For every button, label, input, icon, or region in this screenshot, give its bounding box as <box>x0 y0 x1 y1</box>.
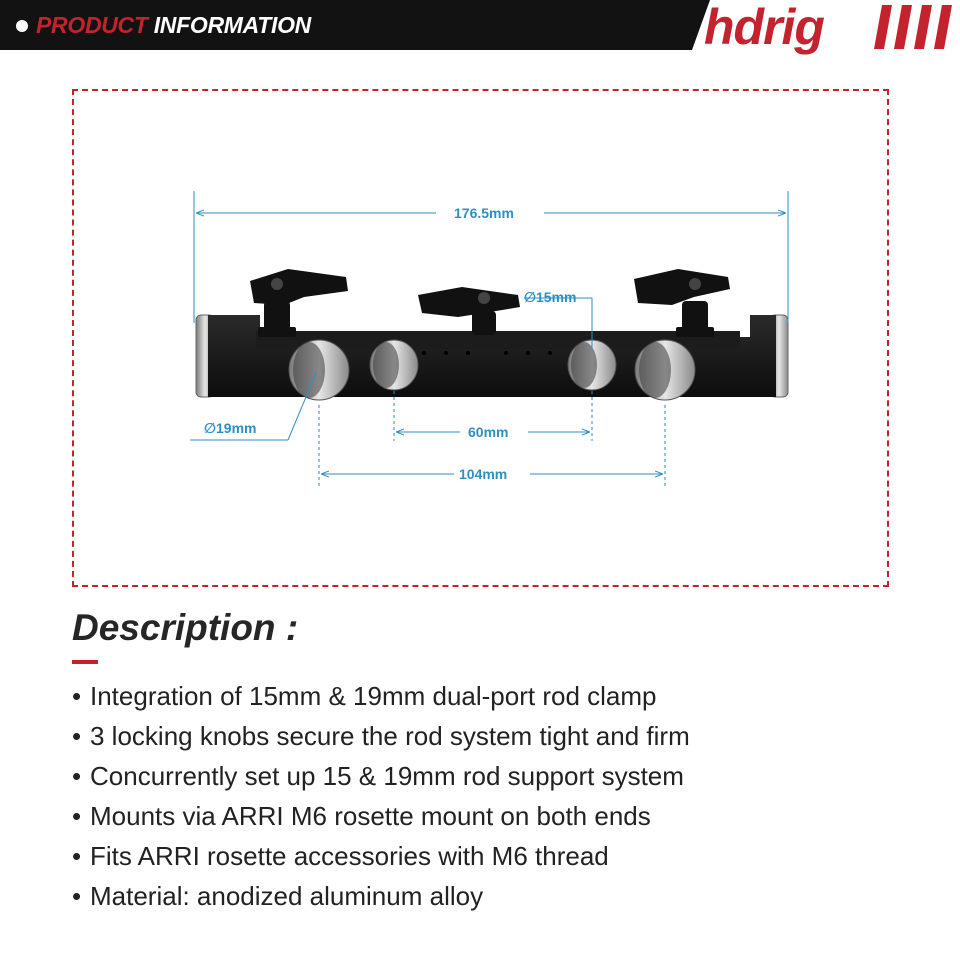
diameter-symbol-icon: ∅ <box>524 289 536 305</box>
bullet-icon: • <box>72 681 82 711</box>
feature-text: 3 locking knobs secure the rod system tight and firm <box>90 721 690 751</box>
list-item <box>72 756 690 796</box>
large-rod-diameter-label <box>204 420 256 436</box>
bullet-dot-icon <box>16 20 28 32</box>
feature-list <box>72 676 690 916</box>
large-rod-diameter-value: 19mm <box>216 420 257 436</box>
overall-length-label: 176.5mm <box>454 205 514 221</box>
bullet-icon: • <box>72 761 82 791</box>
large-rod-spacing-label: 104mm <box>459 466 508 482</box>
diameter-symbol-icon: ∅ <box>204 420 216 436</box>
list-item <box>72 676 690 716</box>
list-item <box>72 876 690 916</box>
product-image-frame <box>72 89 889 587</box>
rod-clamp-product-image <box>74 91 887 585</box>
feature-text: Fits ARRI rosette accessories with M6 thread <box>90 841 609 871</box>
list-item <box>72 836 690 876</box>
section-title <box>36 12 311 38</box>
small-rod-spacing-label: 60mm <box>468 424 509 440</box>
bullet-icon: • <box>72 841 82 871</box>
feature-text: Integration of 15mm & 19mm dual-port rod clamp <box>90 681 657 711</box>
feature-text: Material: anodized aluminum alloy <box>90 881 484 911</box>
list-item <box>72 716 690 756</box>
feature-text: Concurrently set up 15 & 19mm rod support system <box>90 761 684 791</box>
bullet-icon: • <box>72 881 82 911</box>
feature-text: Mounts via ARRI M6 rosette mount on both ends <box>90 801 651 831</box>
list-item <box>72 796 690 836</box>
bullet-icon: • <box>72 801 82 831</box>
bullet-icon: • <box>72 721 82 751</box>
small-rod-diameter-value: 15mm <box>536 289 577 305</box>
small-rod-diameter-label <box>524 289 576 305</box>
logo-stripes-icon <box>872 5 960 49</box>
section-title-rest: INFORMATION <box>153 12 311 38</box>
heading-underline <box>72 660 98 664</box>
brand-logo: hdrig <box>704 0 824 55</box>
section-title-accent: PRODUCT <box>36 12 148 38</box>
description-heading: Description : <box>72 607 299 648</box>
